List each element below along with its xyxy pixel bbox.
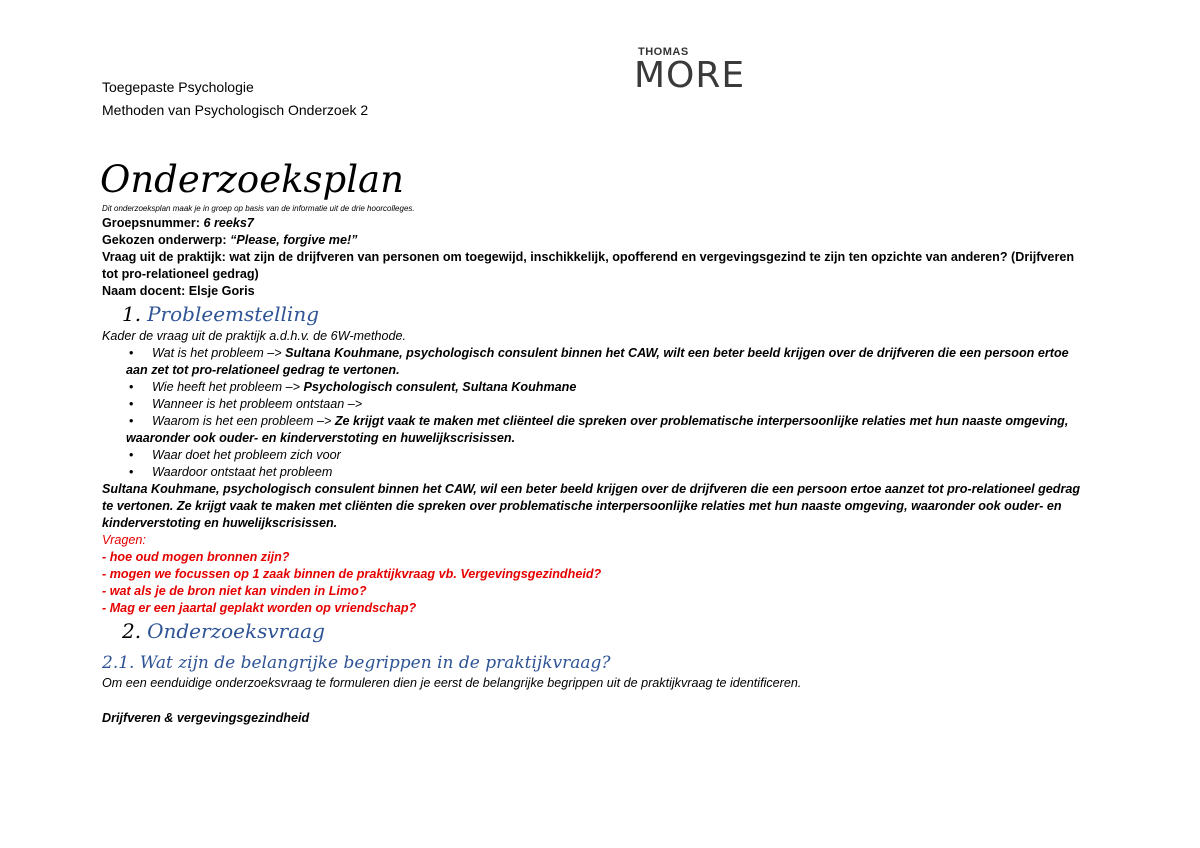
kader-text: Kader de vraag uit de praktijk a.d.h.v. de 6W-methode.	[102, 329, 407, 343]
w-answer: Sultana Kouhmane, psychologisch consulent binnen het CAW, wilt een beter beeld krijgen over de drijfveren die een persoon ertoe aan zet tot pro-relationeel gedrag te vertonen.	[126, 346, 1069, 377]
course-subject: Methoden van Psychologisch Onderzoek 2	[102, 102, 369, 118]
teacher-name: Naam docent: Elsje Goris	[102, 284, 255, 298]
bullet-icon: •	[129, 465, 134, 479]
page-title: Onderzoeksplan	[100, 158, 404, 201]
intro-text: Dit onderzoeksplan maak je in groep op basis van de informatie uit de drie hoorcolleges.	[102, 204, 415, 213]
list-item	[102, 396, 1092, 413]
open-question: - wat als je de bron niet kan vinden in Limo?	[102, 584, 367, 598]
questions-label: Vragen:	[102, 533, 146, 547]
bullet-icon: •	[129, 397, 134, 411]
list-item	[102, 447, 1092, 464]
subsection-text: Om een eenduidige onderzoeksvraag te formuleren dien je eerst de belangrijke begrippen uit de praktijkvraag te identificeren.	[102, 676, 802, 690]
w-question: Waarom is het een probleem –>	[152, 414, 335, 428]
w-question: Waar doet het probleem zich voor	[152, 448, 341, 462]
bullet-icon: •	[129, 346, 134, 360]
list-item	[102, 345, 1092, 379]
bullet-icon: •	[129, 380, 134, 394]
key-concepts: Drijfveren & vergevingsgezindheid	[102, 711, 310, 725]
thomas-more-logo	[634, 46, 748, 96]
section-heading-1	[102, 300, 1092, 328]
w-question: Wie heeft het probleem –>	[152, 380, 304, 394]
open-question: - Mag er een jaartal geplakt worden op vriendschap?	[102, 601, 417, 615]
open-question: - hoe oud mogen bronnen zijn?	[102, 550, 290, 564]
list-item	[102, 413, 1092, 447]
group-number	[102, 215, 1092, 232]
section-number-2: 2.	[122, 619, 142, 643]
list-item	[102, 379, 1092, 396]
group-value: 6 reeks7	[203, 216, 254, 230]
document-body	[102, 203, 1092, 727]
bullet-icon: •	[129, 448, 134, 462]
list-item	[102, 464, 1092, 481]
chosen-topic	[102, 232, 1092, 249]
topic-label: Gekozen onderwerp:	[102, 233, 231, 247]
section-title-1: Probleemstelling	[147, 302, 319, 326]
logo-top-text: THOMAS	[638, 46, 689, 58]
problem-summary: Sultana Kouhmane, psychologisch consulent binnen het CAW, wil een beter beeld krijgen over de drijfveren die een persoon ertoe aanzet tot pro-relationeel gedrag te vertonen. Ze krijgt vaak te maken met cliënten die spreken over problematische interpersoonlijke relaties met hun naaste omgeving, waaronder ook ouder- en kinderverstoting en huwelijkscrisissen.	[102, 482, 1081, 530]
topic-value: “Please, forgive me!”	[230, 233, 358, 247]
section-heading-2	[102, 617, 1092, 645]
section-number-1: 1.	[122, 302, 142, 326]
practice-question: Vraag uit de praktijk: wat zijn de drijfveren van personen om toegewijd, inschikkelijk, opofferend en vergevingsgezind te zijn ten opzichte van anderen? (Drijfveren tot pro-relationeel gedrag)	[102, 250, 1075, 281]
w-answer: Psychologisch consulent, Sultana Kouhmane	[303, 380, 577, 394]
course-name: Toegepaste Psychologie	[102, 79, 254, 95]
document-header	[102, 76, 368, 122]
logo-main-text: MORE	[634, 55, 746, 96]
subsection-heading: 2.1. Wat zijn de belangrijke begrippen in de praktijkvraag?	[102, 653, 611, 673]
w-answer: Ze krijgt vaak te maken met cliënteel die spreken over problematische interpersoonlijke relaties met hun naaste omgeving, waaronder ook ouder- en kinderverstoting en huwelijkscrisissen.	[126, 414, 1069, 445]
six-w-list	[102, 345, 1092, 481]
section-title-2: Onderzoeksvraag	[147, 619, 325, 643]
group-label: Groepsnummer:	[102, 216, 204, 230]
w-question: Wat is het probleem –>	[152, 346, 286, 360]
bullet-icon: •	[129, 414, 134, 428]
w-question: Waardoor ontstaat het probleem	[152, 465, 333, 479]
open-question: - mogen we focussen op 1 zaak binnen de praktijkvraag vb. Vergevingsgezindheid?	[102, 567, 602, 581]
w-question: Wanneer is het probleem ontstaan –>	[152, 397, 363, 411]
